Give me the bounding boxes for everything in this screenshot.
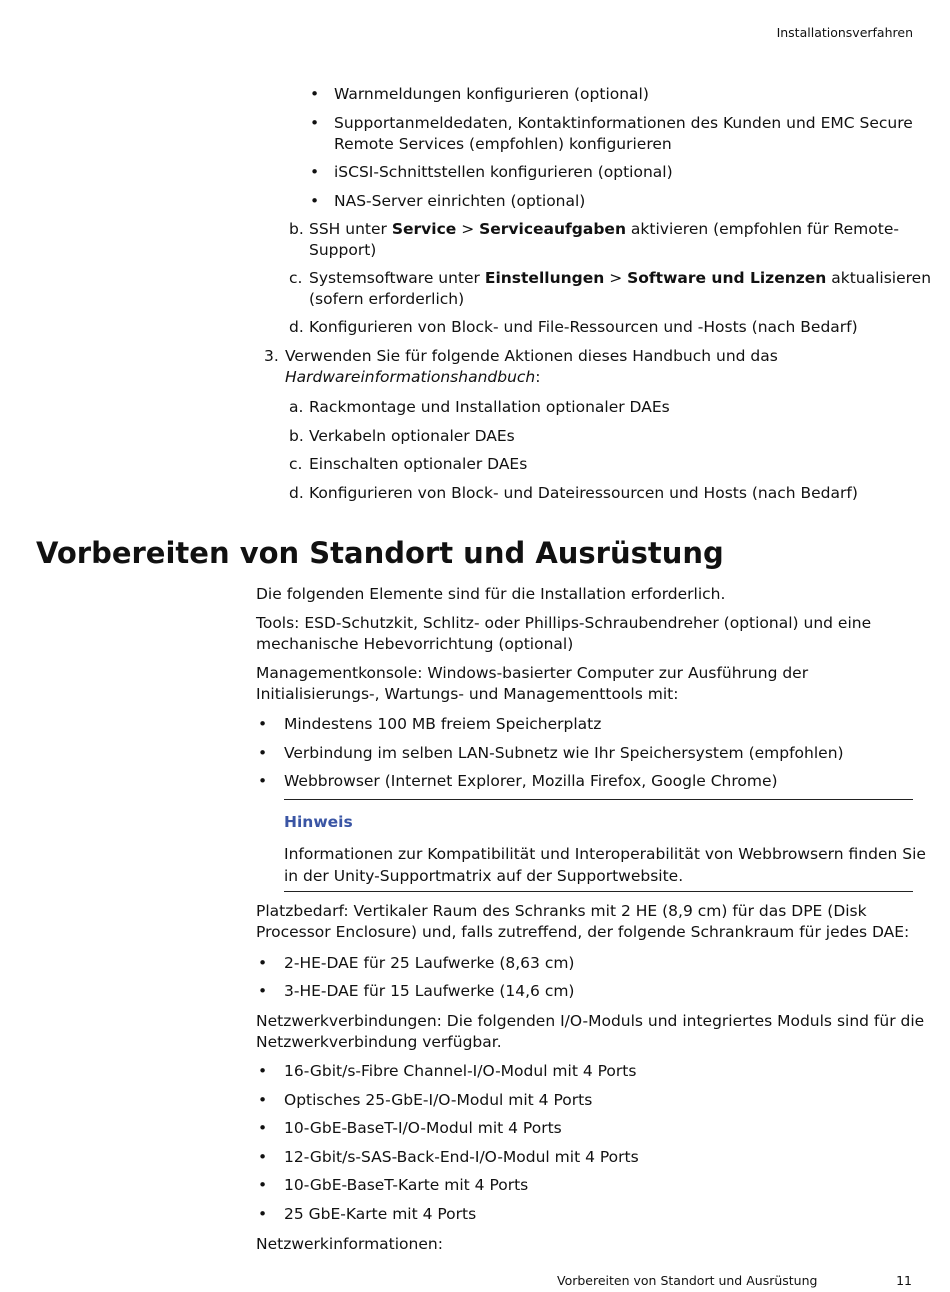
note-top-rule (284, 799, 913, 800)
list-item: Warnmeldungen konfigurieren (optional) (334, 85, 649, 103)
step-label: 3. (264, 347, 279, 365)
substep-label: b. (289, 220, 304, 238)
note-text-line1: Informationen zur Kompatibilität und Interoperabilität von Webbrowsern finden Sie (284, 845, 926, 863)
list-item: 10-GbE-BaseT-I/O-Modul mit 4 Ports (284, 1119, 562, 1137)
note-text-line2: in der Unity-Supportmatrix auf der Supportwebsite. (284, 867, 684, 885)
running-footer: Vorbereiten von Standort und Ausrüstung (557, 1273, 818, 1288)
path-separator: > (604, 269, 628, 287)
bullet-glyph: • (258, 744, 268, 762)
substep-label: d. (289, 318, 304, 336)
list-item: 16-Gbit/s-Fibre Channel-I/O-Modul mit 4 Ports (284, 1062, 637, 1080)
step-3-line1: Verwenden Sie für folgende Aktionen dieses Handbuch und das (285, 347, 778, 365)
network-paragraph-line1: Netzwerkverbindungen: Die folgenden I/O-Moduls und integriertes Moduls sind für die (256, 1012, 925, 1030)
list-item: Webbrowser (Internet Explorer, Mozilla Firefox, Google Chrome) (284, 772, 778, 790)
substep-label: d. (289, 484, 304, 502)
console-paragraph-line1: Managementkonsole: Windows-basierter Computer zur Ausführung der (256, 664, 809, 682)
list-item: 10-GbE-BaseT-Karte mit 4 Ports (284, 1176, 529, 1194)
bullet-glyph: • (258, 1148, 268, 1166)
substep-d: Konfigurieren von Block- und File-Ressourcen und -Hosts (nach Bedarf) (309, 318, 858, 336)
substep-b-line1 (309, 219, 899, 240)
bullet-glyph: • (258, 715, 268, 733)
list-item: Mindestens 100 MB freiem Speicherplatz (284, 715, 602, 733)
tools-paragraph-line1: Tools: ESD-Schutzkit, Schlitz- oder Phillips-Schraubendreher (optional) und eine (256, 614, 872, 632)
bullet-glyph: • (310, 85, 320, 103)
bullet-glyph: • (258, 772, 268, 790)
substep-c-line1 (309, 268, 931, 289)
book-title: Hardwareinformationshandbuch (285, 368, 536, 386)
bullet-glyph: • (258, 954, 268, 972)
list-item: Optisches 25-GbE-I/O-Modul mit 4 Ports (284, 1091, 593, 1109)
bullet-glyph: • (310, 114, 320, 132)
text: aktivieren (empfohlen für Remote- (625, 220, 899, 238)
list-item: 3-HE-DAE für 15 Laufwerke (14,6 cm) (284, 982, 575, 1000)
text: SSH unter (309, 220, 392, 238)
page-number: 11 (896, 1273, 912, 1288)
bullet-glyph: • (258, 1205, 268, 1223)
substep: Konfigurieren von Block- und Dateiressourcen und Hosts (nach Bedarf) (309, 484, 858, 502)
bullet-glyph: • (258, 1119, 268, 1137)
menu-path-serviceaufgaben: Serviceaufgaben (479, 220, 626, 238)
note-title: Hinweis (284, 813, 353, 831)
list-item-continuation: Remote Services (empfohlen) konfigurieren (334, 135, 672, 153)
tools-paragraph-line2: mechanische Hebevorrichtung (optional) (256, 635, 574, 653)
menu-path-software: Software und Lizenzen (627, 269, 827, 287)
substep: Verkabeln optionaler DAEs (309, 427, 515, 445)
text: Systemsoftware unter (309, 269, 485, 287)
bullet-glyph: • (310, 192, 320, 210)
list-item: Supportanmeldedaten, Kontaktinformationen des Kunden und EMC Secure (334, 114, 913, 132)
text: aktualisieren (826, 269, 932, 287)
step-3-line2 (285, 367, 540, 388)
bullet-glyph: • (258, 982, 268, 1000)
list-item: Verbindung im selben LAN-Subnetz wie Ihr Speichersystem (empfohlen) (284, 744, 844, 762)
menu-path-einstellungen: Einstellungen (484, 269, 605, 287)
running-header: Installationsverfahren (776, 25, 913, 40)
space-paragraph-line1: Platzbedarf: Vertikaler Raum des Schranks mit 2 HE (8,9 cm) für das DPE (Disk (256, 902, 867, 920)
space-paragraph-line2: Processor Enclosure) und, falls zutreffend, der folgende Schrankraum für jedes DAE: (256, 923, 910, 941)
menu-path-service: Service (391, 220, 457, 238)
bullet-glyph: • (258, 1176, 268, 1194)
substep: Einschalten optionaler DAEs (309, 455, 528, 473)
section-heading: Vorbereiten von Standort und Ausrüstung (36, 536, 724, 570)
bullet-glyph: • (258, 1091, 268, 1109)
list-item: 2-HE-DAE für 25 Laufwerke (8,63 cm) (284, 954, 575, 972)
substep-b-line2: Support) (309, 241, 377, 259)
path-separator: > (456, 220, 480, 238)
substep-label: c. (289, 455, 303, 473)
substep-label: a. (289, 398, 304, 416)
bullet-glyph: • (258, 1062, 268, 1080)
intro-paragraph: Die folgenden Elemente sind für die Installation erforderlich. (256, 585, 726, 603)
list-item: NAS-Server einrichten (optional) (334, 192, 586, 210)
console-paragraph-line2: Initialisierungs-, Wartungs- und Managementtools mit: (256, 685, 679, 703)
substep-c-line2: (sofern erforderlich) (309, 290, 465, 308)
list-item: 25 GbE-Karte mit 4 Ports (284, 1205, 477, 1223)
substep: Rackmontage und Installation optionaler DAEs (309, 398, 670, 416)
netinfo-paragraph: Netzwerkinformationen: (256, 1235, 443, 1253)
network-paragraph-line2: Netzwerkverbindung verfügbar. (256, 1033, 502, 1051)
substep-label: c. (289, 269, 303, 287)
bullet-glyph: • (310, 163, 320, 181)
text: : (535, 368, 541, 386)
substep-label: b. (289, 427, 304, 445)
note-bottom-rule (284, 891, 913, 892)
list-item: 12-Gbit/s-SAS-Back-End-I/O-Modul mit 4 Ports (284, 1148, 639, 1166)
list-item: iSCSI-Schnittstellen konfigurieren (optional) (334, 163, 673, 181)
